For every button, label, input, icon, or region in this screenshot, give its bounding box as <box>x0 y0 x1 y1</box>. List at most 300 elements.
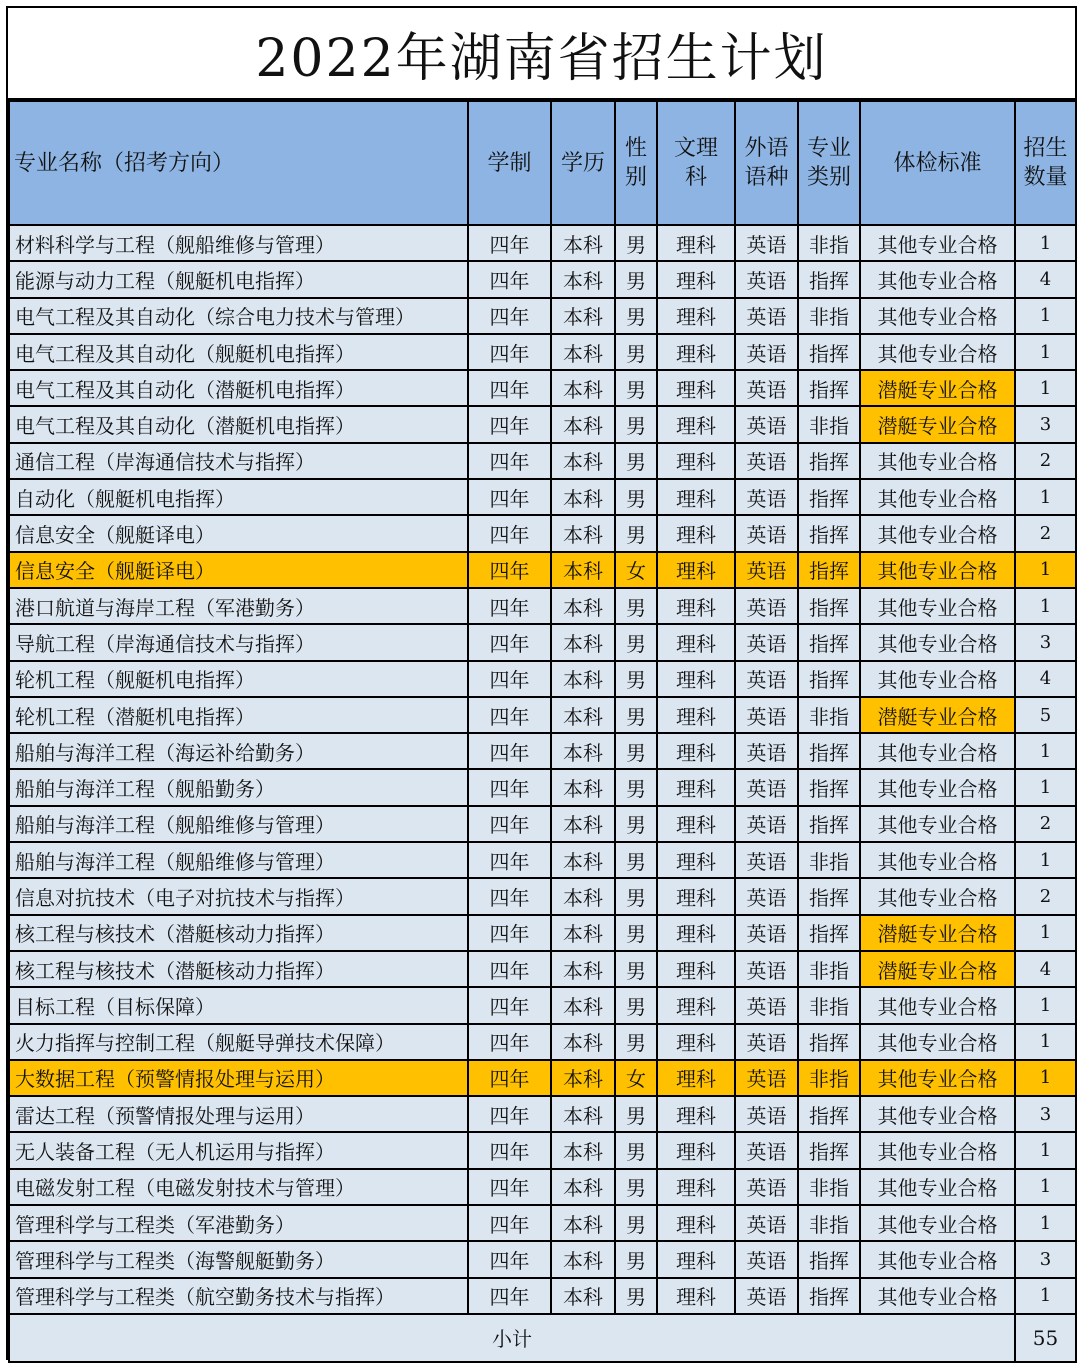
cell-category: 指挥 <box>798 588 860 624</box>
cell-subject: 理科 <box>657 443 735 479</box>
cell-name: 船舶与海洋工程（舰船勤务） <box>9 769 468 805</box>
table-row <box>9 1132 1076 1168</box>
cell-physical: 其他专业合格 <box>860 1278 1015 1314</box>
cell-name: 大数据工程（预警情报处理与运用） <box>9 1060 468 1096</box>
cell-name: 信息安全（舰艇译电） <box>9 515 468 551</box>
table-row <box>9 661 1076 697</box>
cell-subject: 理科 <box>657 987 735 1023</box>
cell-name: 自动化（舰艇机电指挥） <box>9 479 468 515</box>
cell-physical: 其他专业合格 <box>860 624 1015 660</box>
cell-physical: 其他专业合格 <box>860 588 1015 624</box>
table-row <box>9 915 1076 951</box>
cell-degree: 本科 <box>551 951 615 987</box>
cell-degree: 本科 <box>551 769 615 805</box>
cell-physical: 其他专业合格 <box>860 1205 1015 1241</box>
cell-quota: 1 <box>1015 1169 1076 1205</box>
cell-language: 英语 <box>735 624 798 660</box>
header-gender: 性别 <box>615 101 657 225</box>
cell-quota: 1 <box>1015 842 1076 878</box>
cell-subject: 理科 <box>657 1060 735 1096</box>
cell-gender: 男 <box>615 769 657 805</box>
cell-name: 管理科学与工程类（军港勤务） <box>9 1205 468 1241</box>
cell-physical: 其他专业合格 <box>860 1096 1015 1132</box>
cell-subject: 理科 <box>657 915 735 951</box>
cell-physical: 潜艇专业合格 <box>860 697 1015 733</box>
cell-duration: 四年 <box>468 951 551 987</box>
cell-language: 英语 <box>735 552 798 588</box>
cell-gender: 男 <box>615 624 657 660</box>
cell-physical: 其他专业合格 <box>860 515 1015 551</box>
cell-gender: 男 <box>615 406 657 442</box>
cell-subject: 理科 <box>657 806 735 842</box>
table-row <box>9 1241 1076 1277</box>
cell-subject: 理科 <box>657 951 735 987</box>
cell-quota: 5 <box>1015 697 1076 733</box>
cell-gender: 男 <box>615 225 657 261</box>
table-row <box>9 987 1076 1023</box>
cell-duration: 四年 <box>468 1132 551 1168</box>
cell-quota: 1 <box>1015 1060 1076 1096</box>
cell-physical: 其他专业合格 <box>860 661 1015 697</box>
subtotal-label: 小计 <box>9 1314 1015 1362</box>
cell-degree: 本科 <box>551 479 615 515</box>
cell-name: 电气工程及其自动化（潜艇机电指挥） <box>9 406 468 442</box>
header-duration: 学制 <box>468 101 551 225</box>
cell-quota: 4 <box>1015 951 1076 987</box>
cell-quota: 1 <box>1015 552 1076 588</box>
cell-language: 英语 <box>735 661 798 697</box>
cell-name: 雷达工程（预警情报处理与运用） <box>9 1096 468 1132</box>
cell-quota: 3 <box>1015 1096 1076 1132</box>
cell-subject: 理科 <box>657 769 735 805</box>
cell-degree: 本科 <box>551 733 615 769</box>
cell-degree: 本科 <box>551 1241 615 1277</box>
cell-physical: 其他专业合格 <box>860 878 1015 914</box>
cell-language: 英语 <box>735 1024 798 1060</box>
cell-quota: 3 <box>1015 406 1076 442</box>
cell-degree: 本科 <box>551 298 615 334</box>
cell-degree: 本科 <box>551 443 615 479</box>
cell-quota: 1 <box>1015 915 1076 951</box>
cell-duration: 四年 <box>468 515 551 551</box>
cell-quota: 2 <box>1015 515 1076 551</box>
cell-subject: 理科 <box>657 552 735 588</box>
cell-language: 英语 <box>735 1096 798 1132</box>
table-row <box>9 951 1076 987</box>
cell-language: 英语 <box>735 225 798 261</box>
cell-subject: 理科 <box>657 406 735 442</box>
cell-duration: 四年 <box>468 1024 551 1060</box>
cell-name: 电气工程及其自动化（综合电力技术与管理） <box>9 298 468 334</box>
cell-degree: 本科 <box>551 1024 615 1060</box>
cell-language: 英语 <box>735 334 798 370</box>
cell-duration: 四年 <box>468 806 551 842</box>
cell-language: 英语 <box>735 842 798 878</box>
cell-gender: 男 <box>615 1241 657 1277</box>
cell-category: 指挥 <box>798 661 860 697</box>
cell-physical: 其他专业合格 <box>860 334 1015 370</box>
cell-language: 英语 <box>735 987 798 1023</box>
cell-gender: 男 <box>615 370 657 406</box>
cell-language: 英语 <box>735 951 798 987</box>
cell-duration: 四年 <box>468 370 551 406</box>
table-row <box>9 479 1076 515</box>
cell-degree: 本科 <box>551 697 615 733</box>
cell-gender: 男 <box>615 733 657 769</box>
cell-subject: 理科 <box>657 733 735 769</box>
cell-gender: 男 <box>615 806 657 842</box>
cell-language: 英语 <box>735 878 798 914</box>
cell-name: 轮机工程（潜艇机电指挥） <box>9 697 468 733</box>
cell-category: 指挥 <box>798 878 860 914</box>
cell-subject: 理科 <box>657 842 735 878</box>
cell-duration: 四年 <box>468 1205 551 1241</box>
cell-duration: 四年 <box>468 298 551 334</box>
cell-physical: 其他专业合格 <box>860 1132 1015 1168</box>
table-row <box>9 588 1076 624</box>
cell-duration: 四年 <box>468 225 551 261</box>
table-row <box>9 225 1076 261</box>
table-row <box>9 878 1076 914</box>
cell-duration: 四年 <box>468 588 551 624</box>
cell-degree: 本科 <box>551 1169 615 1205</box>
cell-category: 指挥 <box>798 915 860 951</box>
cell-physical: 其他专业合格 <box>860 552 1015 588</box>
cell-physical: 其他专业合格 <box>860 806 1015 842</box>
cell-name: 电气工程及其自动化（舰艇机电指挥） <box>9 334 468 370</box>
cell-quota: 4 <box>1015 261 1076 297</box>
cell-duration: 四年 <box>468 842 551 878</box>
cell-quota: 1 <box>1015 1278 1076 1314</box>
cell-physical: 其他专业合格 <box>860 1241 1015 1277</box>
cell-gender: 男 <box>615 334 657 370</box>
cell-category: 非指 <box>798 225 860 261</box>
cell-language: 英语 <box>735 1132 798 1168</box>
cell-degree: 本科 <box>551 915 615 951</box>
cell-quota: 4 <box>1015 661 1076 697</box>
cell-language: 英语 <box>735 769 798 805</box>
cell-category: 指挥 <box>798 624 860 660</box>
cell-name: 目标工程（目标保障） <box>9 987 468 1023</box>
cell-physical: 其他专业合格 <box>860 769 1015 805</box>
cell-category: 非指 <box>798 1205 860 1241</box>
cell-language: 英语 <box>735 1060 798 1096</box>
table-row <box>9 1205 1076 1241</box>
cell-physical: 其他专业合格 <box>860 1169 1015 1205</box>
cell-gender: 男 <box>615 298 657 334</box>
cell-physical: 潜艇专业合格 <box>860 370 1015 406</box>
cell-degree: 本科 <box>551 515 615 551</box>
cell-subject: 理科 <box>657 1205 735 1241</box>
cell-physical: 其他专业合格 <box>860 733 1015 769</box>
cell-physical: 潜艇专业合格 <box>860 951 1015 987</box>
table-row <box>9 261 1076 297</box>
cell-language: 英语 <box>735 915 798 951</box>
cell-degree: 本科 <box>551 334 615 370</box>
cell-category: 指挥 <box>798 733 860 769</box>
cell-language: 英语 <box>735 806 798 842</box>
cell-language: 英语 <box>735 443 798 479</box>
header-language: 外语语种 <box>735 101 798 225</box>
cell-duration: 四年 <box>468 661 551 697</box>
cell-degree: 本科 <box>551 624 615 660</box>
cell-category: 指挥 <box>798 443 860 479</box>
cell-name: 船舶与海洋工程（海运补给勤务） <box>9 733 468 769</box>
cell-category: 指挥 <box>798 1024 860 1060</box>
cell-category: 非指 <box>798 842 860 878</box>
cell-subject: 理科 <box>657 624 735 660</box>
cell-language: 英语 <box>735 515 798 551</box>
cell-name: 电气工程及其自动化（潜艇机电指挥） <box>9 370 468 406</box>
cell-quota: 3 <box>1015 624 1076 660</box>
table-row <box>9 443 1076 479</box>
cell-duration: 四年 <box>468 1060 551 1096</box>
cell-degree: 本科 <box>551 261 615 297</box>
header-category: 专业类别 <box>798 101 860 225</box>
header-subject: 文理科 <box>657 101 735 225</box>
cell-quota: 1 <box>1015 334 1076 370</box>
cell-physical: 其他专业合格 <box>860 479 1015 515</box>
cell-gender: 男 <box>615 1096 657 1132</box>
cell-degree: 本科 <box>551 661 615 697</box>
cell-subject: 理科 <box>657 697 735 733</box>
cell-duration: 四年 <box>468 1278 551 1314</box>
cell-gender: 男 <box>615 515 657 551</box>
cell-gender: 男 <box>615 588 657 624</box>
cell-subject: 理科 <box>657 334 735 370</box>
cell-degree: 本科 <box>551 842 615 878</box>
cell-name: 能源与动力工程（舰艇机电指挥） <box>9 261 468 297</box>
table-row <box>9 1278 1076 1314</box>
cell-language: 英语 <box>735 1278 798 1314</box>
cell-quota: 1 <box>1015 987 1076 1023</box>
cell-gender: 男 <box>615 878 657 914</box>
cell-subject: 理科 <box>657 298 735 334</box>
cell-name: 导航工程（岸海通信技术与指挥） <box>9 624 468 660</box>
cell-name: 轮机工程（舰艇机电指挥） <box>9 661 468 697</box>
cell-quota: 2 <box>1015 806 1076 842</box>
cell-degree: 本科 <box>551 588 615 624</box>
cell-gender: 男 <box>615 697 657 733</box>
cell-language: 英语 <box>735 697 798 733</box>
cell-duration: 四年 <box>468 769 551 805</box>
cell-physical: 其他专业合格 <box>860 1060 1015 1096</box>
cell-language: 英语 <box>735 298 798 334</box>
table-row <box>9 1096 1076 1132</box>
cell-language: 英语 <box>735 588 798 624</box>
table-row <box>9 733 1076 769</box>
cell-quota: 1 <box>1015 733 1076 769</box>
cell-subject: 理科 <box>657 261 735 297</box>
cell-subject: 理科 <box>657 515 735 551</box>
cell-gender: 男 <box>615 842 657 878</box>
cell-duration: 四年 <box>468 443 551 479</box>
table-row <box>9 406 1076 442</box>
cell-language: 英语 <box>735 370 798 406</box>
cell-duration: 四年 <box>468 479 551 515</box>
cell-degree: 本科 <box>551 1205 615 1241</box>
cell-name: 管理科学与工程类（航空勤务技术与指挥） <box>9 1278 468 1314</box>
cell-subject: 理科 <box>657 878 735 914</box>
cell-gender: 女 <box>615 552 657 588</box>
cell-gender: 男 <box>615 479 657 515</box>
cell-degree: 本科 <box>551 225 615 261</box>
header-quota: 招生数量 <box>1015 101 1076 225</box>
header-name: 专业名称（招考方向） <box>9 101 468 225</box>
cell-gender: 男 <box>615 951 657 987</box>
cell-gender: 男 <box>615 661 657 697</box>
cell-category: 指挥 <box>798 1241 860 1277</box>
cell-physical: 其他专业合格 <box>860 298 1015 334</box>
cell-physical: 其他专业合格 <box>860 842 1015 878</box>
cell-quota: 1 <box>1015 1205 1076 1241</box>
cell-duration: 四年 <box>468 733 551 769</box>
cell-subject: 理科 <box>657 225 735 261</box>
table-body <box>9 225 1076 1314</box>
cell-name: 核工程与核技术（潜艇核动力指挥） <box>9 915 468 951</box>
cell-duration: 四年 <box>468 915 551 951</box>
cell-name: 材料科学与工程（舰船维修与管理） <box>9 225 468 261</box>
cell-duration: 四年 <box>468 624 551 660</box>
cell-category: 指挥 <box>798 769 860 805</box>
cell-gender: 男 <box>615 915 657 951</box>
table-row <box>9 515 1076 551</box>
cell-category: 非指 <box>798 1169 860 1205</box>
cell-subject: 理科 <box>657 661 735 697</box>
cell-duration: 四年 <box>468 406 551 442</box>
cell-degree: 本科 <box>551 1132 615 1168</box>
cell-name: 船舶与海洋工程（舰船维修与管理） <box>9 842 468 878</box>
cell-physical: 其他专业合格 <box>860 1024 1015 1060</box>
cell-language: 英语 <box>735 1241 798 1277</box>
header-row <box>9 101 1076 225</box>
cell-category: 非指 <box>798 406 860 442</box>
cell-physical: 潜艇专业合格 <box>860 406 1015 442</box>
cell-name: 港口航道与海岸工程（军港勤务） <box>9 588 468 624</box>
table-row <box>9 624 1076 660</box>
cell-physical: 其他专业合格 <box>860 443 1015 479</box>
table-row <box>9 334 1076 370</box>
cell-name: 火力指挥与控制工程（舰艇导弹技术保障） <box>9 1024 468 1060</box>
cell-category: 指挥 <box>798 479 860 515</box>
header-physical: 体检标准 <box>860 101 1015 225</box>
cell-physical: 其他专业合格 <box>860 261 1015 297</box>
table-row <box>9 697 1076 733</box>
cell-degree: 本科 <box>551 878 615 914</box>
cell-degree: 本科 <box>551 806 615 842</box>
cell-language: 英语 <box>735 406 798 442</box>
cell-name: 电磁发射工程（电磁发射技术与管理） <box>9 1169 468 1205</box>
cell-gender: 男 <box>615 1132 657 1168</box>
cell-language: 英语 <box>735 1205 798 1241</box>
cell-category: 指挥 <box>798 552 860 588</box>
cell-language: 英语 <box>735 479 798 515</box>
cell-physical: 其他专业合格 <box>860 987 1015 1023</box>
cell-subject: 理科 <box>657 1241 735 1277</box>
cell-name: 通信工程（岸海通信技术与指挥） <box>9 443 468 479</box>
cell-quota: 1 <box>1015 370 1076 406</box>
cell-duration: 四年 <box>468 987 551 1023</box>
cell-name: 船舶与海洋工程（舰船维修与管理） <box>9 806 468 842</box>
cell-duration: 四年 <box>468 878 551 914</box>
subtotal-row <box>9 1314 1076 1362</box>
cell-quota: 1 <box>1015 769 1076 805</box>
cell-name: 无人装备工程（无人机运用与指挥） <box>9 1132 468 1168</box>
page-title: 2022年湖南省招生计划 <box>8 8 1075 100</box>
cell-quota: 1 <box>1015 298 1076 334</box>
cell-category: 非指 <box>798 1060 860 1096</box>
cell-subject: 理科 <box>657 1278 735 1314</box>
cell-category: 非指 <box>798 987 860 1023</box>
cell-duration: 四年 <box>468 334 551 370</box>
cell-duration: 四年 <box>468 261 551 297</box>
cell-quota: 1 <box>1015 1024 1076 1060</box>
cell-physical: 潜艇专业合格 <box>860 915 1015 951</box>
cell-quota: 1 <box>1015 588 1076 624</box>
cell-name: 信息对抗技术（电子对抗技术与指挥） <box>9 878 468 914</box>
enrollment-plan-sheet <box>6 6 1077 1360</box>
cell-language: 英语 <box>735 261 798 297</box>
cell-degree: 本科 <box>551 1278 615 1314</box>
cell-subject: 理科 <box>657 588 735 624</box>
cell-degree: 本科 <box>551 552 615 588</box>
cell-category: 指挥 <box>798 806 860 842</box>
cell-gender: 女 <box>615 1060 657 1096</box>
cell-duration: 四年 <box>468 697 551 733</box>
cell-degree: 本科 <box>551 1060 615 1096</box>
cell-name: 核工程与核技术（潜艇核动力指挥） <box>9 951 468 987</box>
cell-quota: 2 <box>1015 443 1076 479</box>
cell-gender: 男 <box>615 987 657 1023</box>
table-row <box>9 370 1076 406</box>
cell-category: 指挥 <box>798 515 860 551</box>
cell-quota: 1 <box>1015 1132 1076 1168</box>
cell-quota: 1 <box>1015 225 1076 261</box>
cell-category: 非指 <box>798 951 860 987</box>
cell-gender: 男 <box>615 261 657 297</box>
subtotal-value: 55 <box>1015 1314 1076 1362</box>
cell-quota: 2 <box>1015 878 1076 914</box>
header-degree: 学历 <box>551 101 615 225</box>
cell-name: 管理科学与工程类（海警舰艇勤务） <box>9 1241 468 1277</box>
cell-duration: 四年 <box>468 1096 551 1132</box>
cell-subject: 理科 <box>657 1096 735 1132</box>
cell-gender: 男 <box>615 1169 657 1205</box>
table-row <box>9 806 1076 842</box>
table-row <box>9 298 1076 334</box>
table-row <box>9 842 1076 878</box>
cell-category: 指挥 <box>798 370 860 406</box>
cell-gender: 男 <box>615 443 657 479</box>
table-row <box>9 1024 1076 1060</box>
cell-duration: 四年 <box>468 552 551 588</box>
cell-duration: 四年 <box>468 1169 551 1205</box>
table-row <box>9 1169 1076 1205</box>
cell-gender: 男 <box>615 1278 657 1314</box>
cell-degree: 本科 <box>551 406 615 442</box>
cell-quota: 3 <box>1015 1241 1076 1277</box>
cell-language: 英语 <box>735 733 798 769</box>
cell-category: 非指 <box>798 298 860 334</box>
cell-subject: 理科 <box>657 1024 735 1060</box>
cell-category: 指挥 <box>798 261 860 297</box>
table-row <box>9 769 1076 805</box>
cell-language: 英语 <box>735 1169 798 1205</box>
cell-degree: 本科 <box>551 1096 615 1132</box>
cell-category: 指挥 <box>798 1132 860 1168</box>
cell-category: 非指 <box>798 697 860 733</box>
cell-degree: 本科 <box>551 370 615 406</box>
